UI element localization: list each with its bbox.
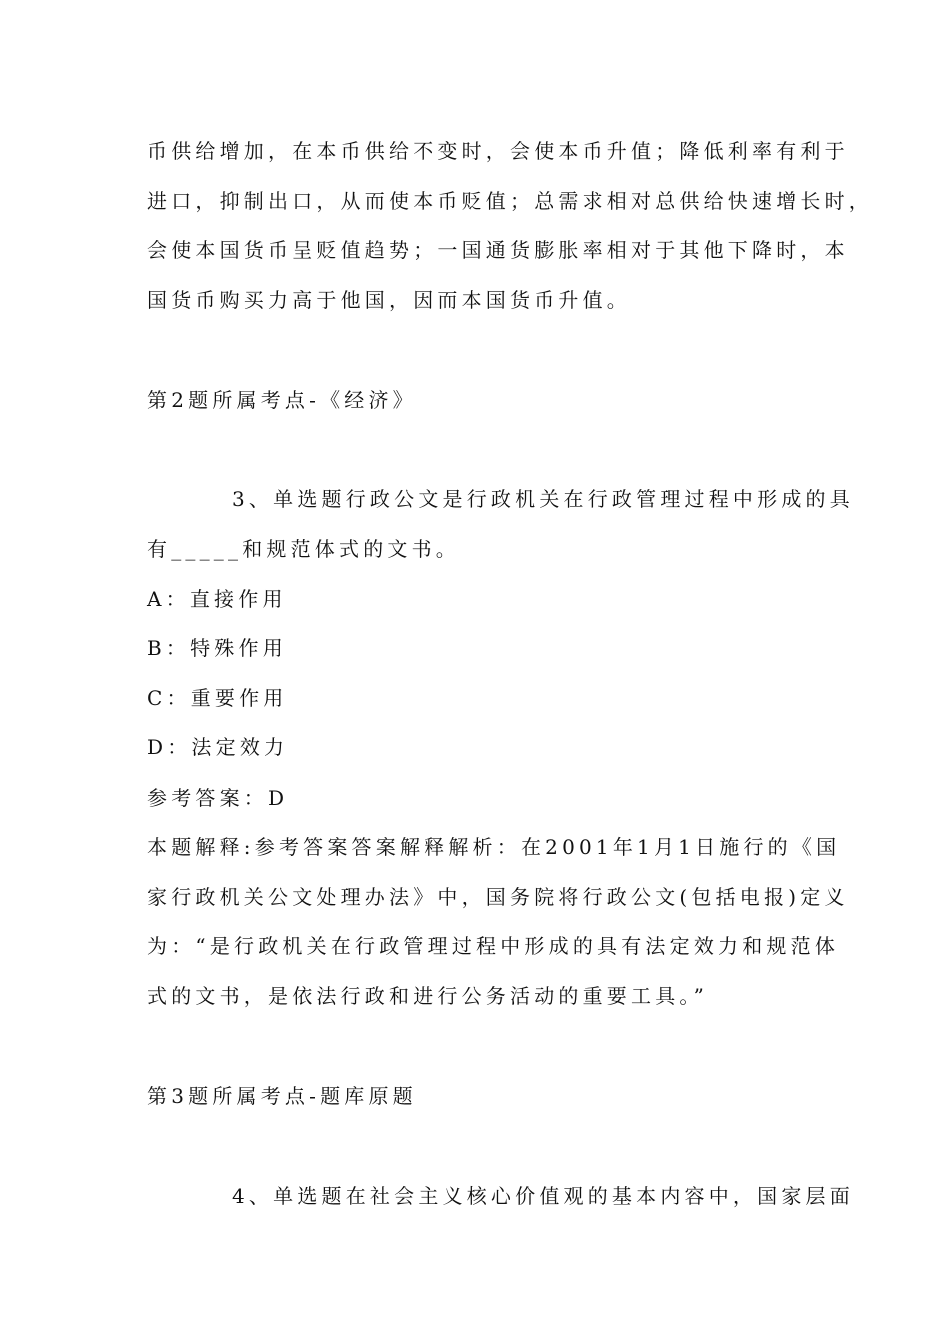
option-a: A：直接作用 xyxy=(147,587,287,611)
question-topic: 第2题所属考点-《经济》 xyxy=(147,388,417,412)
answer-explanation-line: 为：“是行政机关在行政管理过程中形成的具有法定效力和规范体 xyxy=(147,934,840,958)
question-stem: 4、单选题在社会主义核心价值观的基本内容中，国家层面 xyxy=(232,1184,854,1208)
question-topic: 第3题所属考点-题库原题 xyxy=(147,1084,417,1108)
question-stem-continued: 有_____和规范体式的文书。 xyxy=(147,537,460,561)
explanation-line: 币供给增加，在本币供给不变时，会使本币升值；降低利率有利于 xyxy=(147,139,849,163)
option-b: B：特殊作用 xyxy=(147,636,287,660)
explanation-line: 进口，抑制出口，从而使本币贬值；总需求相对总供给快速增长时， xyxy=(147,189,873,213)
explanation-line: 国货币购买力高于他国，因而本国货币升值。 xyxy=(147,288,631,312)
question-stem: 3、单选题行政公文是行政机关在行政管理过程中形成的具 xyxy=(232,487,854,511)
answer-explanation-line: 家行政机关公文处理办法》中，国务院将行政公文(包括电报)定义 xyxy=(147,885,849,909)
reference-answer: 参考答案：D xyxy=(147,786,289,810)
answer-explanation-line: 本题解释:参考答案答案解释解析：在2001年1月1日施行的《国 xyxy=(147,835,841,859)
option-d: D：法定效力 xyxy=(147,735,289,759)
answer-explanation-line: 式的文书，是依法行政和进行公务活动的重要工具。” xyxy=(147,984,709,1008)
option-c: C：重要作用 xyxy=(147,686,288,710)
explanation-line: 会使本国货币呈贬值趋势；一国通货膨胀率相对于其他下降时，本 xyxy=(147,238,849,262)
